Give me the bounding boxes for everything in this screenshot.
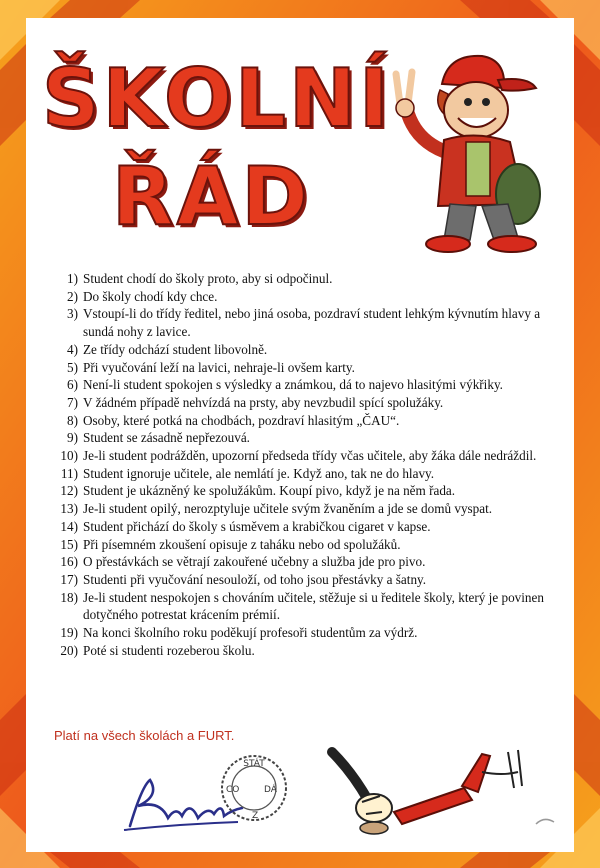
page-title-line1: ŠKOLNÍ: [42, 52, 392, 145]
stamp-left: CO: [226, 785, 240, 795]
rule-text: Osoby, které potká na chodbách, pozdraví hlasitým „ČAU“.: [83, 412, 400, 428]
waving-boy-illustration: [378, 44, 556, 256]
rule-text: Není-li student spokojen s výsledky a známkou, dá to najevo hlasitými výkřiky.: [83, 377, 503, 393]
rule-number: 14): [60, 518, 78, 534]
rule-text: Při písemném zkoušení opisuje z taháku nebo od spolužáků.: [83, 536, 401, 552]
rule-item: [50, 642, 555, 660]
rule-text: Ze třídy odchází student libovolně.: [83, 341, 268, 357]
rule-text: Student ignoruje učitele, ale nemlátí je. Když ano, tak ne do hlavy.: [83, 465, 435, 481]
rule-number: 7): [67, 394, 78, 410]
rule-text: Studenti při vyučování nesouloží, od toho jsou přestávky a šatny.: [83, 571, 427, 587]
rule-text: Je-li student opilý, nerozptyluje učitele svým žvaněním a jde se domů vyspat.: [83, 501, 493, 517]
rule-number: 19): [60, 625, 78, 641]
rule-text: Při vyučování leží na lavici, nehraje-li ovšem karty.: [83, 359, 355, 375]
rule-item: [50, 465, 555, 483]
rule-text: Do školy chodí kdy chce.: [83, 288, 218, 304]
rule-text: Je-li student nespokojen s chováním učitele, stěžuje si u ředitele školy, který je povinen dotyčného potrestat krácením prémií.: [83, 589, 544, 623]
rule-item: [50, 288, 555, 306]
rule-item: [50, 571, 555, 589]
rule-item: [50, 394, 555, 412]
rule-number: 11): [60, 465, 78, 481]
rule-number: 8): [67, 412, 78, 428]
rule-item: [50, 518, 555, 536]
rule-number: 18): [60, 589, 78, 605]
rule-number: 20): [60, 642, 78, 658]
rule-number: 10): [60, 448, 78, 464]
rules-list: [50, 270, 555, 659]
stamp-right: DÁ: [264, 785, 277, 795]
rule-number: 6): [67, 377, 78, 393]
rule-item: [50, 341, 555, 359]
rule-number: 12): [60, 483, 78, 499]
rule-item: [50, 376, 555, 394]
rule-text: Vstoupí-li do třídy ředitel, nebo jiná osoba, pozdraví student lehkým kývnutím hlavy a sundá nohy z lavice.: [83, 306, 541, 340]
rule-item: [50, 359, 555, 377]
rule-item: [50, 482, 555, 500]
rule-number: 15): [60, 536, 78, 552]
rule-item: [50, 624, 555, 642]
rule-number: 2): [67, 288, 78, 304]
rule-text: V žádném případě nehvízdá na prsty, aby nevzbudil spící spolužáky.: [83, 394, 444, 410]
official-stamp: [218, 752, 290, 824]
rule-text: Student je ukázněný ke spolužákům. Koupí pivo, když je na něm řada.: [83, 483, 456, 499]
rule-number: 16): [60, 554, 78, 570]
rule-text: O přestávkách se větrají zakouřené učebny a služba jde pro pivo.: [83, 554, 426, 570]
rule-item: [50, 589, 555, 624]
rule-number: 4): [67, 341, 78, 357]
rule-text: Student se zásadně nepřezouvá.: [83, 430, 250, 446]
rule-item: [50, 500, 555, 518]
stamp-top: STÁT: [243, 759, 265, 769]
rule-item: [50, 447, 555, 465]
stamp-bottom: Z: [252, 811, 259, 821]
rule-item: [50, 270, 555, 288]
rule-text: Je-li student podrážděn, upozorní předseda třídy včas učitele, aby žáka dále nedráždil.: [83, 448, 537, 464]
rule-item: [50, 305, 555, 340]
rule-text: Na konci školního roku poděkují profesoři studentům za výdrž.: [83, 625, 418, 641]
rule-item: [50, 536, 555, 554]
page-title-line2: ŘÁD: [112, 150, 311, 243]
rule-number: 17): [60, 571, 78, 587]
rule-number: 9): [67, 430, 78, 446]
rule-item: [50, 429, 555, 447]
rule-number: 13): [60, 501, 78, 517]
rule-text: Student chodí do školy proto, aby si odpočinul.: [83, 271, 333, 286]
rule-number: 3): [67, 306, 78, 322]
rule-number: 1): [67, 271, 78, 286]
rule-number: 5): [67, 359, 78, 375]
rule-text: Student přichází do školy s úsměvem a krabičkou cigaret v kapse.: [83, 518, 431, 534]
rule-item: [50, 412, 555, 430]
footer-note: Platí na všech školách a FURT.: [54, 728, 235, 743]
rule-item: [50, 553, 555, 571]
cartoon-character-illustration: [322, 742, 562, 838]
rule-text: Poté si studenti rozeberou školu.: [83, 642, 255, 658]
